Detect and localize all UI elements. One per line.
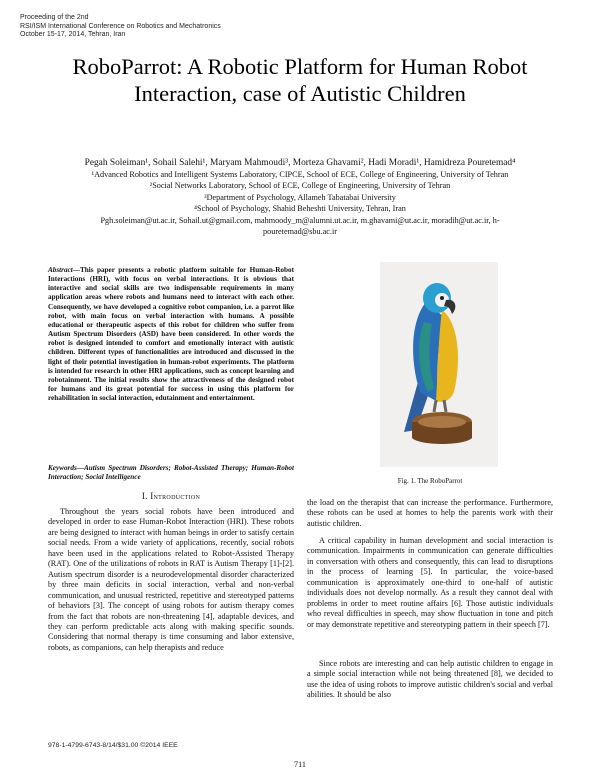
author-emails: Pgh.soleiman@ut.ac.ir, Sohail.ut@gmail.com, mahmoody_m@alumni.ut.ac.ir, m.ghavami@ut.ac.ir, moradih@ut.ac.ir, h-pouretemad@sbu.ac.ir (100, 215, 500, 237)
keywords-text: Autism Spectrum Disorders; Robot-Assisted Therapy; Human-Robot Interaction; Social Intelligence (48, 464, 294, 482)
section-number: I. (141, 491, 148, 501)
affiliation-3: ³Department of Psychology, Allameh Tabatabai University (204, 192, 396, 202)
author-list: Pegah Soleiman¹, Sohail Salehi¹, Maryam Mahmoudi³, Morteza Ghavami², Hadi Moradi¹, Hamidreza Pouretemad⁴ (84, 158, 516, 168)
right-paragraph-2: A critical capability in human development and social interaction is communication. Impairments in communication can generate difficulties in conversation with others and consequently, this can lead to disruptions in the process of learning [5]. In particular, the voice-based communication is approximately one-third to one-half of autistic individuals does not develop normally. As a result they cannot deal with problems in order to meet routine affairs [6]. Those autistic individuals who reveal difficulties in speech, may show fluctuation in tone and pitch or may demonstrate repetitive and stereotyping pattern in their speech [7]. (307, 536, 553, 629)
abstract-text: This paper presents a robotic platform suitable for Human-Robot Interactions (HRI), with focus on verbal interactions. It is obvious that interactive and social skills are two indispensable requirements in many application areas where robots and humans need to interact with each other. Consequently, we have developed a cognitive robot companion, i.e. a parrot like robot, with main focus on verbal interaction with humans. A possible educational or therapeutic aspects of this robot for children who suffer from Autism Spectrum Disorders (ASD) have been considered. In other words the robot is designed intended to comfort and emotionally interact with autistic children. Different types of functionalities are introduced and discussed in the light of their potential investigation in human-robot experiments. The platform is intended for research in other HRI applications, such as concept learning and robotainment. The initial results show the attractiveness of the designed robot for humans and its great potential for success in using this platform for rehabilitation in social interaction, edutainment and entertainment. (48, 266, 294, 403)
keywords: Keywords—Autism Spectrum Disorders; Robot-Assisted Therapy; Human-Robot Interaction; Social Intelligence (48, 464, 294, 482)
keywords-label: Keywords (48, 464, 77, 472)
section-heading (48, 491, 294, 501)
wood-stand-rings (418, 416, 466, 428)
roboparrot-figure (380, 262, 498, 467)
affiliation-2: ²Social Networks Laboratory, School of ECE, College of Engineering, University of Tehran (149, 181, 451, 191)
intro-left-column (48, 507, 294, 653)
abstract-dash: — (72, 266, 80, 274)
abstract (48, 266, 294, 403)
paper-title: RoboParrot: A Robotic Platform for Human Robot Interaction, case of Autistic Children (72, 54, 528, 106)
affiliations (30, 169, 570, 237)
right-paragraph-1: the load on the therapist that can increase the performance. Furthermore, these robots can be used at homes to help the parents work with their autistic children. (307, 498, 553, 528)
abstract-label: Abstract (48, 266, 73, 274)
right-paragraph-3: Since robots are interesting and can help autistic children to engage in a simple social interaction while not being threatened [8], we decided to use the idea of using robots to improve autistic children's social and verbal abilities. It should be also (307, 659, 553, 700)
affiliation-1: ¹Advanced Robotics and Intelligent Systems Laboratory, CIPCE, School of ECE, College of Engineering, University of Tehran (91, 170, 509, 179)
intro-paragraph: Throughout the years social robots have been introduced and developed in order to ease Human-Robot Interaction (HRI). These robots are being designed to interact with human beings in order to satisfy certain social needs. From a wide variety of applications, recently, social robots have been used in the applications related to Robot-Assisted Therapy (RAT). One of the utilizations of robots in RAT is Autism Therapy [1]-[2]. Autism spectrum disorder is a neurodevelopmental disorder characterized by three main deficits in social interaction, verbal and non-verbal communication, and unusual restricted, repetitive and stereotyped patterns of behaviors [3]. The concept of using robots for autism therapy comes from the fact that robots are non-threatening [4], adaptable devices, and they can perform predictable acts along with making specific sounds. Considering that normal therapy is time consuming and labor extensive, robots, as companions, can help therapists and reduce (48, 507, 294, 652)
parrot-eye (440, 296, 444, 300)
section-title: Introduction (150, 491, 201, 501)
affiliation-4: ⁴School of Psychology, Shahid Beheshti University, Tehran, Iran (194, 204, 406, 214)
page-number: 711 (294, 760, 306, 769)
conference-header: Proceeding of the 2nd RSI/ISM International Conference on Robotics and Mechatronics October 15-17, 2014, Tehran, Iran (20, 14, 221, 38)
figure-caption: Fig. 1. The RoboParrot (397, 477, 463, 485)
isbn-footer: 978-1-4799-6743-8/14/$31.00 ©2014 IEEE (48, 742, 178, 749)
